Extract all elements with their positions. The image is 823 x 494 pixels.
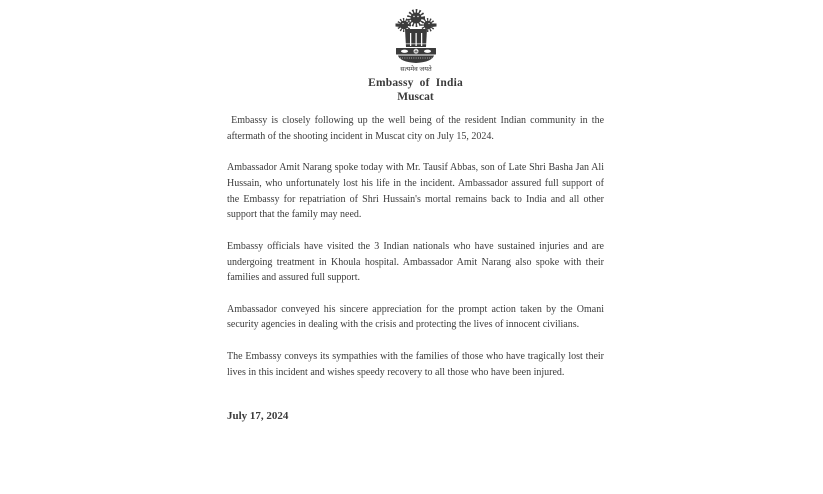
paragraph-omani-security: Ambassador conveyed his sincere appreciation for the prompt action taken by the Omani security agencies in dealing with the crisis and protecting the lives of innocent civilians. xyxy=(227,303,607,331)
press-release xyxy=(227,5,607,423)
emblem-of-india-icon xyxy=(227,5,604,75)
paragraph-sympathies: The Embassy conveys its sympathies with the families of those who have tragically lost their lives in this incident and wishes speedy recovery to all those who have been injured. xyxy=(227,350,607,378)
org-city: Muscat xyxy=(397,91,434,103)
paragraph-ambassador-call: Ambassador Amit Narang spoke today with Mr. Tausif Abbas, son of Late Shri Basha Jan Ali Hussain, who unfortunately lost his life in the incident. Ambassador assured full support of the Embassy for repatriation of Shri Hussain's mortal remains back to India and all other support that the family may need. xyxy=(227,162,607,221)
paragraph-hospital-visit: Embassy officials have visited the 3 Indian nationals who have sustained injuries and are undergoing treatment in Khoula hospital. Ambassador Amit Narang also spoke with their families and assured full support. xyxy=(227,240,607,284)
letter-body xyxy=(227,113,607,423)
document-date: July 17, 2024 xyxy=(227,410,289,423)
org-name: Embassy of India xyxy=(368,77,463,89)
paragraph-community-wellbeing: Embassy is closely following up the well being of the resident Indian community in the aftermath of the shooting incident in Muscat city on July 15, 2024. xyxy=(227,115,607,142)
emblem-motto: सत्यमेव जयते xyxy=(399,66,432,73)
letterhead xyxy=(227,5,604,103)
